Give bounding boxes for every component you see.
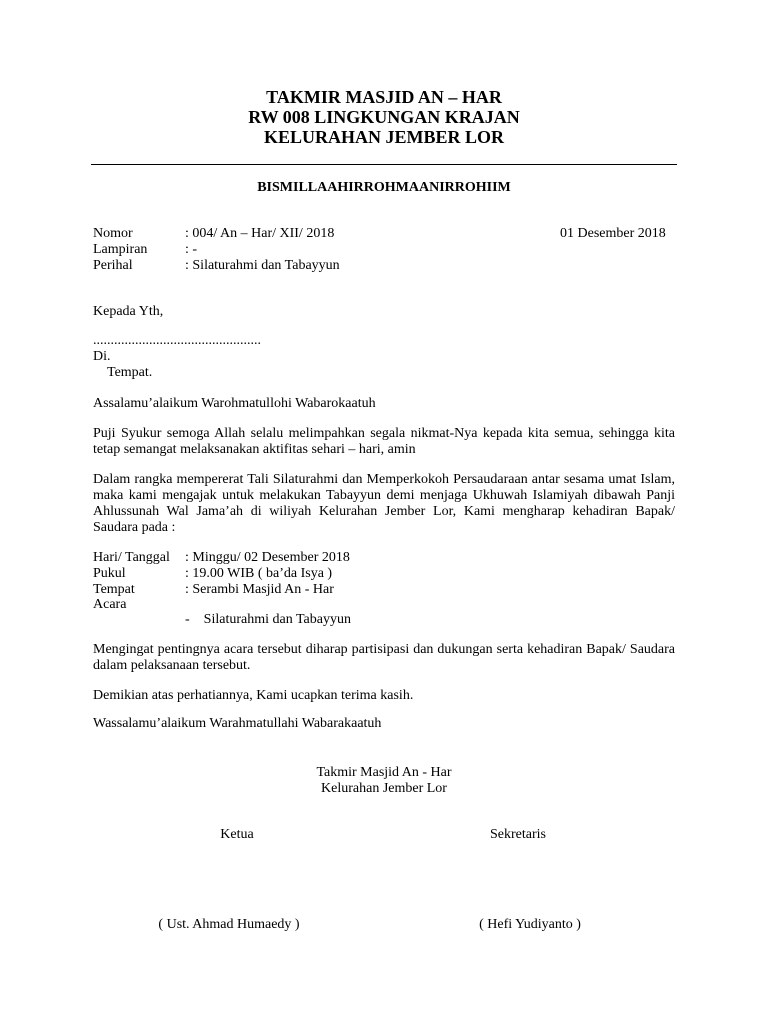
nomor-label: Nomor bbox=[93, 226, 133, 241]
event-date-value: : Minggu/ 02 Desember 2018 bbox=[185, 550, 350, 565]
signoff-org-line-2: Kelurahan Jember Lor bbox=[321, 781, 447, 796]
opening-greeting: Assalamu’alaikum Warohmatullohi Wabarokaatuh bbox=[93, 396, 376, 411]
event-place-value: : Serambi Masjid An - Har bbox=[185, 582, 334, 597]
perihal-value: : Silaturahmi dan Tabayyun bbox=[185, 258, 340, 273]
recipient-salutation: Kepada Yth, bbox=[93, 304, 164, 319]
event-agenda-item: - Silaturahmi dan Tabayyun bbox=[185, 612, 351, 627]
nomor-value: : 004/ An – Har/ XII/ 2018 bbox=[185, 226, 335, 241]
letterhead-line-3: KELURAHAN JEMBER LOR bbox=[263, 127, 505, 147]
letter-date: 01 Desember 2018 bbox=[560, 226, 666, 241]
event-place-label: Tempat bbox=[93, 582, 135, 597]
paragraph-invitation: Dalam rangka mempererat Tali Silaturahmi dan Memperkokoh Persaudaraan antar sesama umat Islam, maka kami mengajak untuk melakukan Tabayyun demi menjaga Ukhuwah Islamiyah dibawah Panji Ahlussunah Wal Jama’ah di wiliyah Kelurahan Jember Lor, Kami mengharap kehadiran Bapak/ Saudara pada : bbox=[93, 472, 675, 535]
event-time-label: Pukul bbox=[93, 566, 126, 581]
signatory-name-chair: ( Ust. Ahmad Humaedy ) bbox=[158, 917, 300, 932]
signatory-name-secretary: ( Hefi Yudiyanto ) bbox=[479, 917, 581, 932]
event-date-label: Hari/ Tanggal bbox=[93, 550, 170, 565]
closing-greeting: Wassalamu’alaikum Warahmatullahi Wabarakaatuh bbox=[93, 716, 382, 731]
event-agenda-label: Acara bbox=[93, 597, 127, 612]
recipient-name-placeholder: ................................................ bbox=[93, 333, 261, 348]
paragraph-thanks: Demikian atas perhatiannya, Kami ucapkan terima kasih. bbox=[93, 688, 414, 703]
recipient-tempat: Tempat. bbox=[107, 365, 153, 380]
signatory-role-chair: Ketua bbox=[220, 827, 254, 842]
paragraph-gratitude: Puji Syukur semoga Allah selalu melimpahkan segala nikmat-Nya kepada kita semua, sehingga kita tetap semangat melaksanakan aktifitas sehari – hari, amin bbox=[93, 426, 675, 457]
perihal-label: Perihal bbox=[93, 258, 133, 273]
bismillah-heading: BISMILLAAHIRROHMAANIRROHIIM bbox=[257, 180, 511, 195]
event-time-value: : 19.00 WIB ( ba’da Isya ) bbox=[185, 566, 333, 581]
recipient-di: Di. bbox=[93, 349, 111, 364]
signatory-role-secretary: Sekretaris bbox=[490, 827, 546, 842]
letterhead-line-2: RW 008 LINGKUNGAN KRAJAN bbox=[248, 107, 520, 127]
lampiran-label: Lampiran bbox=[93, 242, 148, 257]
signoff-org-line-1: Takmir Masjid An - Har bbox=[316, 765, 452, 780]
letterhead-line-1: TAKMIR MASJID AN – HAR bbox=[266, 87, 502, 107]
paragraph-participation: Mengingat pentingnya acara tersebut diharap partisipasi dan dukungan serta kehadiran Bapak/ Saudara dalam pelaksanaan tersebut. bbox=[93, 642, 675, 673]
lampiran-value: : - bbox=[185, 242, 198, 257]
header-divider bbox=[91, 164, 677, 165]
